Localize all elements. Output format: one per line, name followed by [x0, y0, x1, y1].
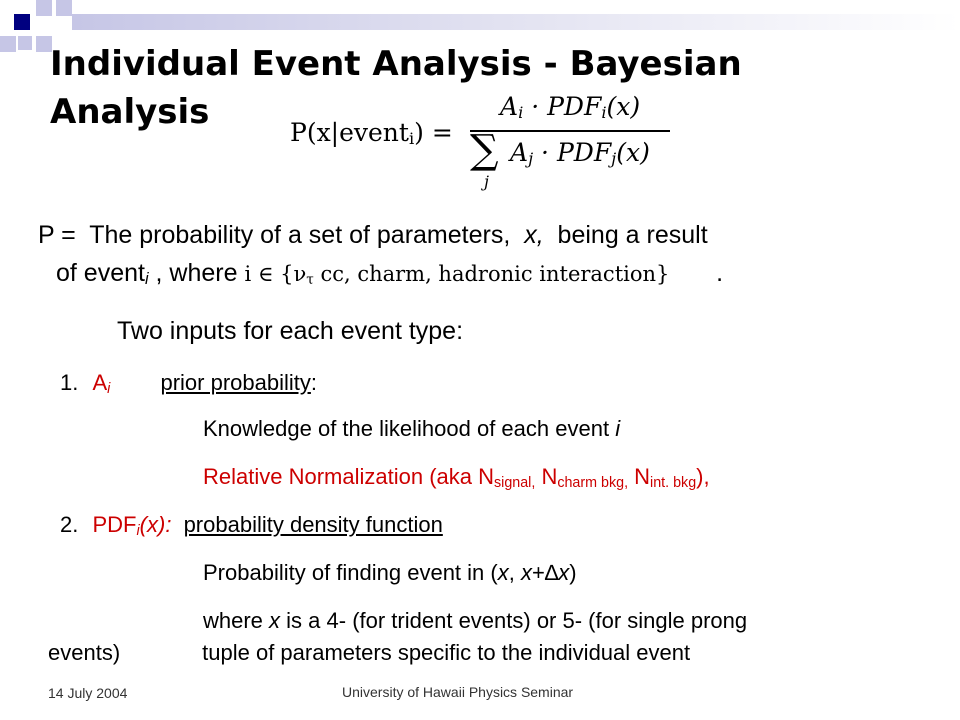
definition-line-2: [38, 258, 938, 289]
num-a: A: [500, 92, 519, 121]
deco-square: [36, 0, 52, 16]
item-2: [60, 511, 443, 539]
definition-text-a: The probability of a set of parameters,: [89, 221, 511, 249]
bayes-formula: [290, 92, 670, 192]
formula-sum-index: j: [484, 172, 489, 191]
deco-square: [0, 36, 16, 52]
den-a: A: [510, 138, 529, 167]
item-1-line-1: Knowledge of the likelihood of each event i: [203, 416, 621, 441]
item-2-line-3: events) tuple of parameters specific to the individual event: [48, 640, 691, 665]
num-mid: · PDF: [523, 92, 602, 121]
definition-sub-i: i: [144, 270, 149, 288]
event-set-sub: τ: [306, 272, 314, 288]
den-mid: · PDF: [533, 138, 612, 167]
num-tail: (x): [606, 92, 641, 121]
event-set: [244, 262, 676, 286]
title-line-2: Analysis: [50, 92, 210, 132]
definition-text-d: , where: [155, 259, 238, 287]
formula-denominator: [510, 138, 650, 167]
event-set-open: i ∈ {ν: [244, 262, 307, 286]
formula-sum: ∑: [470, 127, 499, 173]
event-set-rest: cc, charm, hadronic interaction}: [313, 262, 670, 286]
definition-text-c: of event: [56, 259, 145, 287]
item-2-line-2: where x is a 4- (for trident events) or 5- (for single prong: [203, 608, 748, 633]
num-sub: i: [518, 103, 524, 122]
deco-square: [14, 14, 30, 30]
footer-title: University of Hawaii Physics Seminar: [342, 684, 574, 700]
definition-text-b: being a result: [557, 221, 708, 249]
item-2-label: probability density function: [183, 512, 443, 537]
definition-line-1: [38, 220, 938, 250]
title-line-1: Individual Event Analysis - Bayesian: [50, 44, 742, 84]
item-1-symbol: $A_i$: [92, 370, 111, 397]
formula-lhs-sub: i: [408, 129, 415, 148]
footer-date: 14 July 2004: [48, 685, 128, 701]
definition-prefix: P =: [38, 221, 76, 249]
item-1-line-2: Relative Normalization (aka $N_{signal,}$ $N_{charm bkg,}$ $N_{int. bkg}$),: [203, 464, 710, 491]
item-1-colon: :: [310, 370, 318, 395]
den-pdf-sub: j: [611, 149, 617, 168]
item-1-number: 1.: [60, 370, 79, 395]
item-2-symbol: $PDF_i(x)$:: [92, 512, 172, 539]
item-2-line-1: Probability of finding event in (x, x+∆x): [203, 560, 577, 585]
formula-lhs-close: ) =: [414, 118, 453, 147]
den-sub: j: [528, 149, 534, 168]
formula-lhs-text: P(x|event: [290, 118, 409, 147]
two-inputs-heading: Two inputs for each event type:: [117, 317, 464, 345]
den-tail: (x): [616, 138, 650, 167]
formula-numerator: [500, 92, 640, 121]
item-2-number: 2.: [60, 512, 79, 537]
definition-x: x,: [524, 221, 544, 249]
definition-period: .: [716, 259, 724, 287]
item-1-label: prior probability: [160, 370, 311, 395]
deco-square: [56, 0, 72, 16]
formula-lhs: [290, 118, 453, 147]
definition-paragraph: [38, 220, 938, 289]
fraction-bar: [470, 130, 670, 132]
deco-square: [18, 36, 32, 50]
header-gradient-bar: [72, 14, 960, 30]
item-1: [60, 369, 317, 397]
num-pdf-sub: i: [601, 103, 607, 122]
